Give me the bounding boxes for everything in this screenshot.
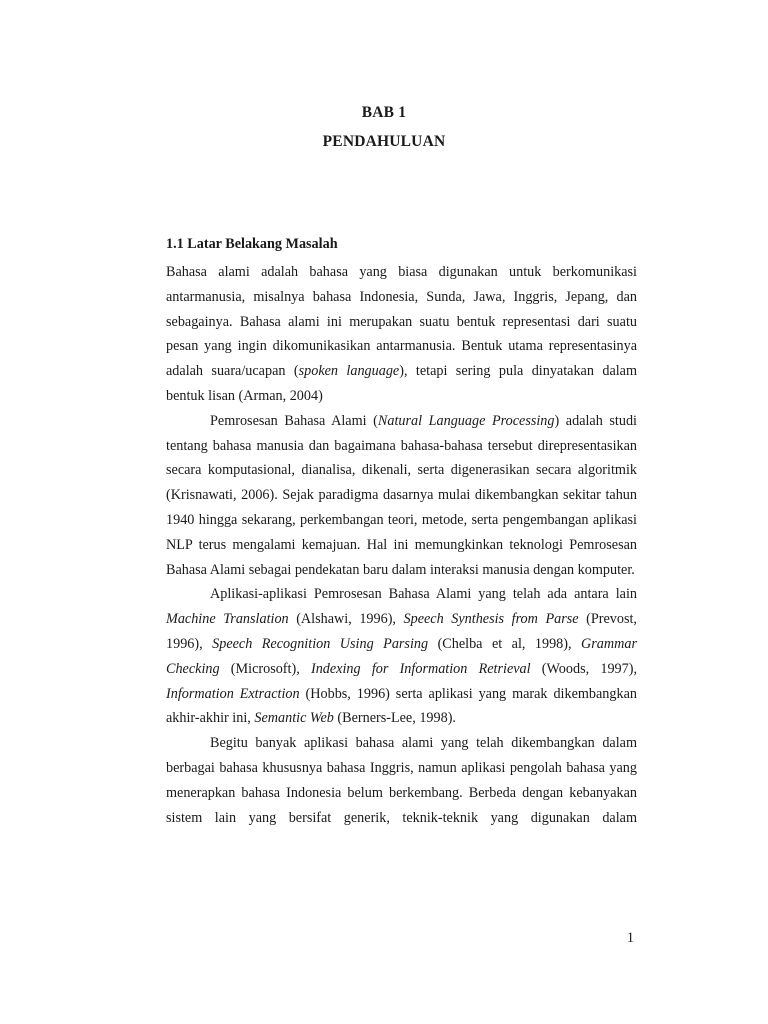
- paragraph-1: [166, 260, 637, 409]
- italic-term: , Speech Recognition Using Parsing: [199, 635, 429, 652]
- italic-term: , Information Extraction: [166, 660, 637, 702]
- paragraph-3: [166, 582, 637, 731]
- italic-term: Machine Translation: [166, 611, 289, 628]
- section-heading: 1.1 Latar Belakang Masalah: [166, 236, 338, 252]
- italic-term: , Grammar Checking: [166, 635, 637, 677]
- text-run: ) adalah studi tentang bahasa manusia dan bagaimana bahasa-bahasa tersebut direpresentasikan secara komputasional, dianalisa, dikenali, serta digenerasikan secara algoritmik (Krisnawati, 2006). Sejak paradigma dasarnya mulai dikembangkan sekitar tahun 1940 hingga sekarang, perkembangan teori, metode, serta pengembangan aplikasi NLP terus mengalami kemajuan. Hal ini memungkinkan teknologi Pemrosesan Bahasa Alami sebagai pendekatan baru dalam interaksi manusia dengan komputer.: [166, 412, 638, 578]
- text-run: ), tetapi sering pula dinyatakan dalam bentuk lisan (Arman, 2004): [166, 363, 638, 404]
- italic-term: spoken language: [298, 363, 400, 380]
- text-run: (Berners-Lee, 1998).: [333, 710, 456, 727]
- text-run: Aplikasi-aplikasi Pemrosesan Bahasa Alami yang telah ada antara lain: [210, 586, 637, 603]
- page-number: 1: [626, 930, 634, 946]
- italic-term: Semantic Web: [254, 710, 334, 727]
- text-run: (Hobbs, 1996) serta aplikasi yang marak dikembangkan akhir-akhir ini,: [166, 685, 637, 727]
- chapter-number: BAB 1: [361, 104, 407, 121]
- chapter-title: PENDAHULUAN: [322, 133, 446, 150]
- text-run: Pemrosesan Bahasa Alami (: [210, 412, 378, 429]
- paragraph-2: [166, 409, 637, 583]
- text-run: (Microsoft): [219, 660, 297, 677]
- text-run: (Alshawi, 1996): [288, 611, 393, 628]
- body-text: [166, 260, 637, 830]
- paragraph-4: [166, 731, 637, 830]
- text-run: Begitu banyak aplikasi bahasa alami yang telah dikembangkan dalam berbagai bahasa khususnya bahasa Inggris, namun aplikasi pengolah bahasa yang menerapkan bahasa Indonesia belum berkembang. Berbeda dengan kebanyakan sistem lain yang bersifat generik, teknik-teknik yang digunakan dalam: [166, 735, 637, 826]
- text-run: (Prevost, 1996): [166, 611, 637, 652]
- text-run: Bahasa alami adalah bahasa yang biasa digunakan untuk berkomunikasi antarmanusia, misalnya bahasa Indonesia, Sunda, Jawa, Inggris, Jepang, dan sebagainya. Bahasa alami ini merupakan suatu bentuk representasi dari suatu pesan yang ingin dikomunikasikan antarmanusia. Bentuk utama representasinya adalah suara/ucapan (: [166, 264, 637, 380]
- italic-term: Natural Language Processing: [377, 412, 555, 429]
- italic-term: , Speech Synthesis from Parse: [392, 611, 579, 628]
- text-run: (Woods, 1997): [530, 660, 634, 677]
- text-run: (Chelba et al, 1998): [428, 635, 569, 652]
- italic-term: , Indexing for Information Retrieval: [296, 660, 531, 677]
